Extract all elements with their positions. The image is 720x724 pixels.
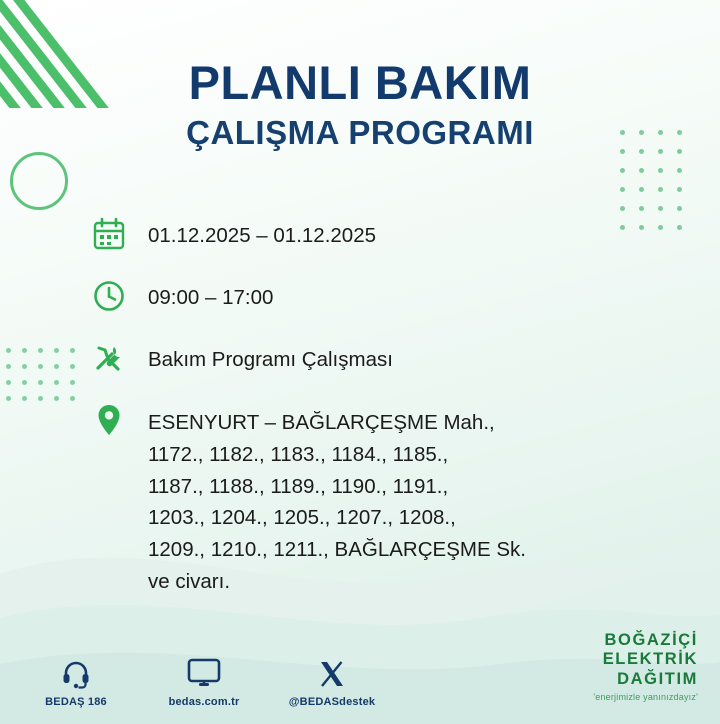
headset-icon xyxy=(30,655,122,689)
tools-icon xyxy=(92,340,148,379)
brand-slogan: 'enerjimizle yanınızdayız' xyxy=(593,692,698,702)
date-range-text: 01.12.2025 – 01.12.2025 xyxy=(148,224,376,247)
title-main: PLANLI BAKIM xyxy=(188,56,532,109)
contact-social-label: @BEDASdestek xyxy=(288,696,376,708)
address-line: 1203., 1204., 1205., 1207., 1208., xyxy=(148,506,456,530)
time-range-text: 09:00 – 17:00 xyxy=(148,286,274,309)
address-line: ESENYURT – BAĞLARÇEŞME Mah., xyxy=(148,411,495,434)
info-list xyxy=(92,216,662,621)
contact-phone-label: BEDAŞ 186 xyxy=(45,696,107,708)
contact-phone[interactable] xyxy=(30,655,122,708)
contact-website-label: bedas.com.tr xyxy=(168,696,240,708)
address-line: 1209., 1210., 1211., BAĞLARÇEŞME Sk. xyxy=(148,538,526,562)
location-pin-icon xyxy=(92,402,148,441)
address-line: 1187., 1188., 1189., 1190., 1191., xyxy=(148,474,449,498)
info-row-time xyxy=(92,278,662,317)
brand-logo xyxy=(593,631,698,702)
info-row-date xyxy=(92,216,662,255)
info-row-work-type xyxy=(92,340,662,379)
footer-contacts xyxy=(30,655,378,708)
clock-icon xyxy=(92,278,148,317)
monitor-icon xyxy=(158,655,250,689)
brand-line-1: BOĞAZİÇİ xyxy=(604,630,698,649)
address-line: 1172., 1182., 1183., 1184., 1185., xyxy=(148,442,449,466)
title-sub: ÇALIŞMA PROGRAMI xyxy=(186,114,534,152)
contact-social[interactable] xyxy=(286,655,378,708)
work-type-text: Bakım Programı Çalışması xyxy=(148,348,393,371)
address-line: ve civarı. xyxy=(148,569,231,593)
circle-outline-decoration xyxy=(10,152,68,210)
address-text xyxy=(148,402,526,598)
brand-line-3: DAĞITIM xyxy=(617,669,698,688)
info-row-address xyxy=(92,402,662,598)
contact-website[interactable] xyxy=(158,655,250,708)
brand-line-2: ELEKTRİK xyxy=(602,650,698,669)
page-title xyxy=(0,58,720,152)
dot-grid-left-decoration xyxy=(6,348,75,401)
calendar-icon xyxy=(92,216,148,255)
x-social-icon xyxy=(286,655,378,689)
